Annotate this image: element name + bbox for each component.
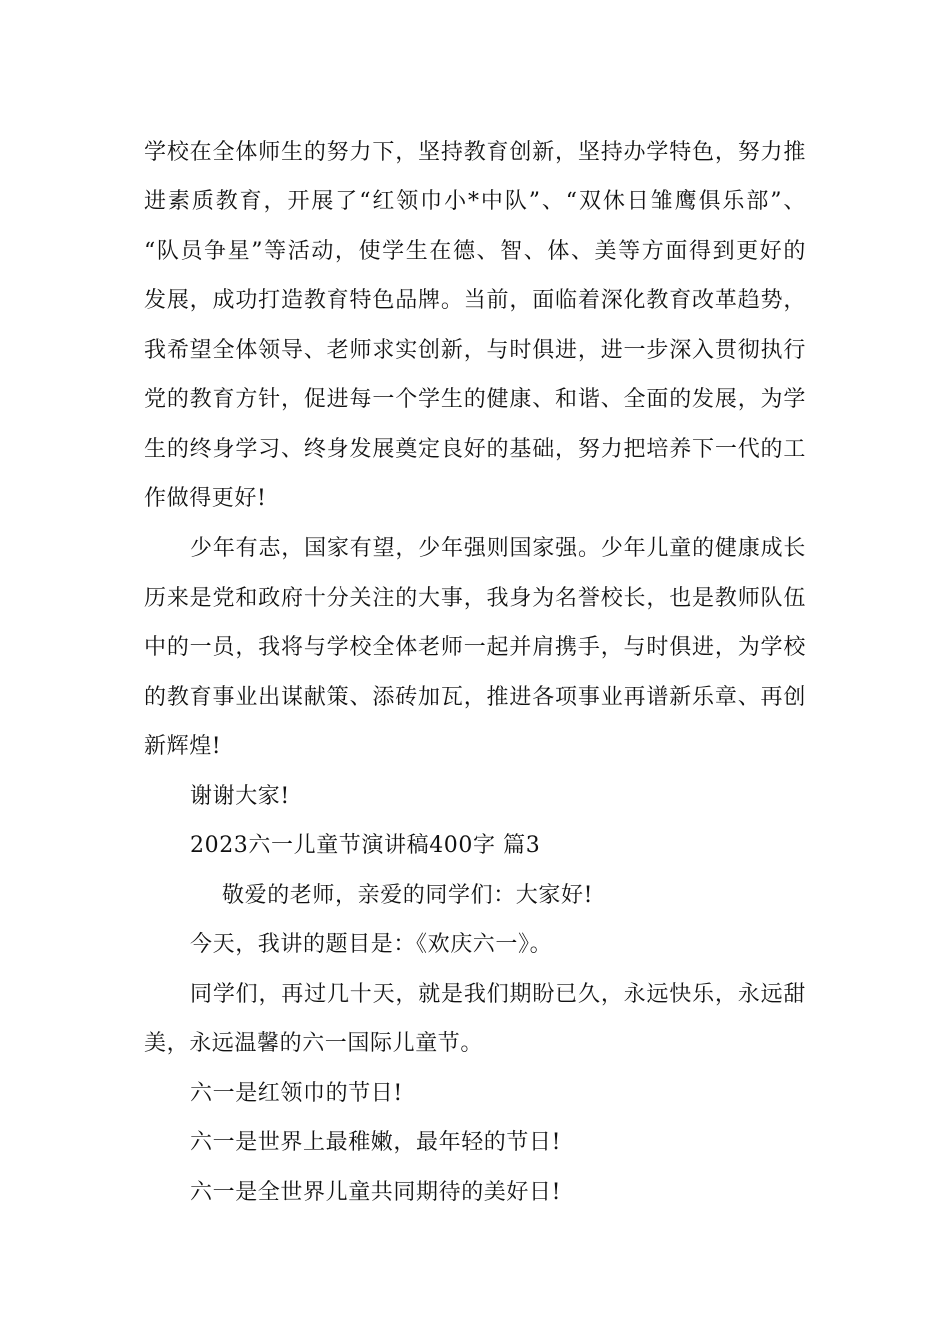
paragraph-1-line-1: 学校在全体师生的努力下，坚持教育创新，坚持办学特色，努力推 — [144, 140, 806, 165]
statement-line-3: 六一是全世界儿童共同期待的美好日! — [190, 1180, 562, 1205]
paragraph-1-line-7: 生的终身学习、终身发展奠定良好的基础，努力把培养下一代的工 — [144, 437, 806, 462]
paragraph-1-line-6: 党的教育方针，促进每一个学生的健康、和谐、全面的发展，为学 — [144, 387, 806, 412]
paragraph-1-line-2: 进素质教育，开展了“红领巾小*中队”、“双休日雏鹰俱乐部”、 — [144, 189, 806, 214]
paragraph-1-line-5: 我希望全体领导、老师求实创新，与时俱进，进一步深入贯彻执行 — [144, 338, 806, 363]
thanks-line: 谢谢大家! — [190, 784, 290, 809]
paragraph-2-line-5: 新辉煌! — [144, 734, 222, 759]
section-heading: 2023六一儿童节演讲稿400字 篇3 — [190, 833, 541, 858]
paragraph-2-line-4: 的教育事业出谋献策、添砖加瓦，推进各项事业再谱新乐章、再创 — [144, 685, 806, 710]
paragraph-1-line-8: 作做得更好! — [144, 486, 267, 511]
paragraph-2-line-2: 历来是党和政府十分关注的大事，我身为名誉校长，也是教师队伍 — [144, 586, 806, 611]
statement-line-1: 六一是红领巾的节日! — [190, 1081, 403, 1106]
paragraph-1-line-4: 发展，成功打造教育特色品牌。当前，面临着深化教育改革趋势， — [144, 288, 806, 313]
paragraph-3-line-1: 同学们，再过几十天，就是我们期盼已久，永远快乐，永远甜 — [190, 982, 806, 1007]
paragraph-2-line-1: 少年有志，国家有望，少年强则国家强。少年儿童的健康成长 — [190, 536, 806, 561]
topic-line: 今天，我讲的题目是：《欢庆六一》。 — [190, 932, 553, 957]
greeting-line: 敬爱的老师，亲爱的同学们：大家好! — [222, 883, 594, 908]
paragraph-1-line-3: “队员争星”等活动，使学生在德、智、体、美等方面得到更好的 — [144, 239, 806, 264]
statement-line-2: 六一是世界上最稚嫩，最年轻的节日! — [190, 1130, 562, 1155]
paragraph-3-line-2: 美，永远温馨的六一国际儿童节。 — [144, 1031, 484, 1056]
paragraph-2-line-3: 中的一员，我将与学校全体老师一起并肩携手，与时俱进，为学校 — [144, 635, 806, 660]
